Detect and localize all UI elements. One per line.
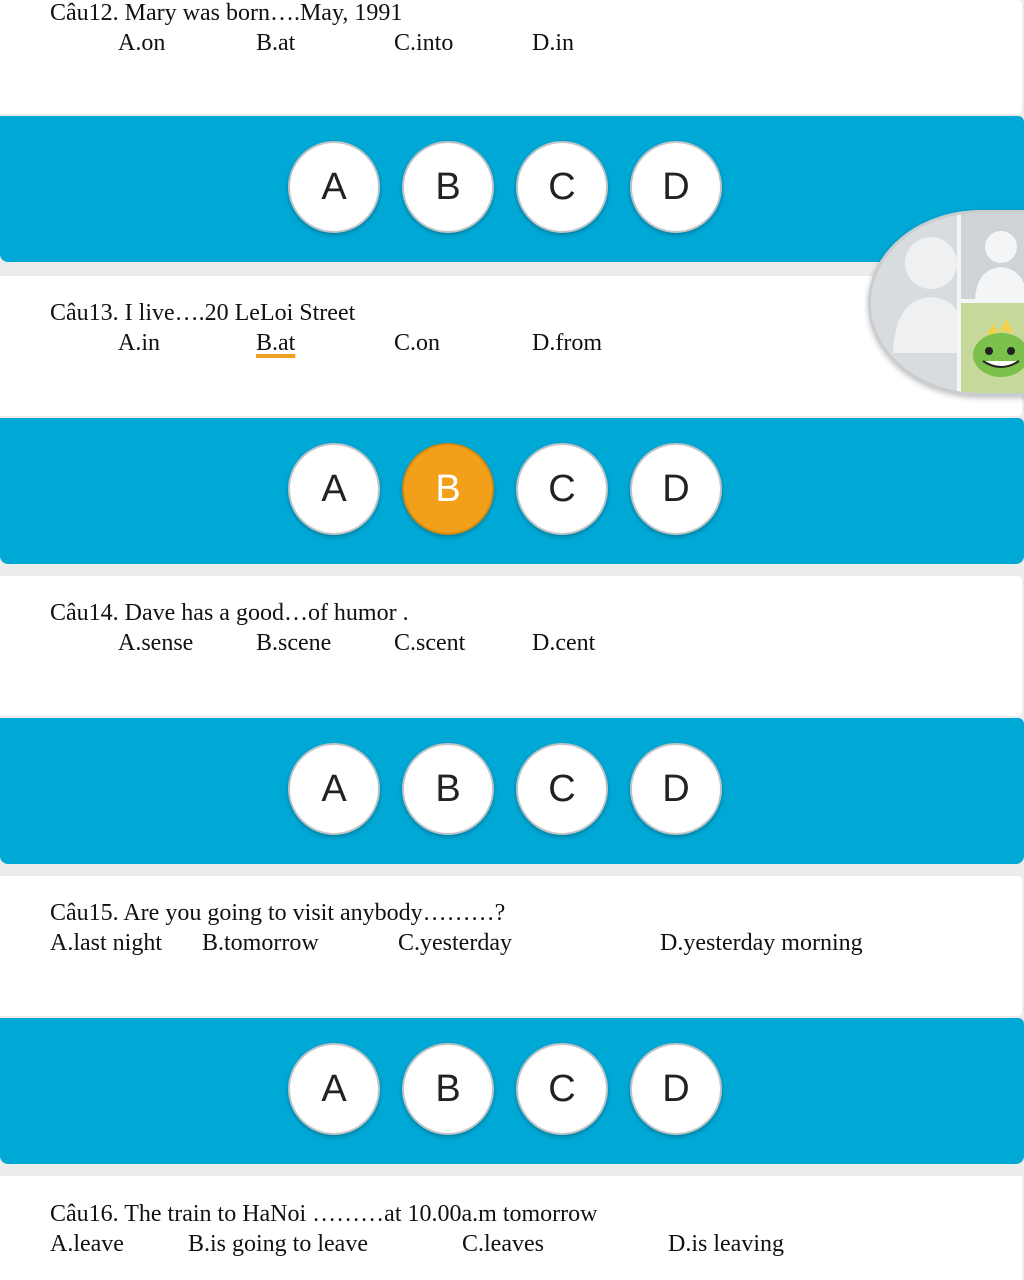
answer-d-button[interactable]: D bbox=[630, 1043, 722, 1135]
answer-d-button[interactable]: D bbox=[630, 141, 722, 233]
option-c: C.leaves bbox=[462, 1231, 544, 1257]
answer-a-button[interactable]: A bbox=[288, 1043, 380, 1135]
question-text: Câu12. Mary was born….May, 1991 bbox=[50, 0, 403, 26]
option-d: D.cent bbox=[532, 630, 596, 656]
option-b: B.scene bbox=[256, 630, 332, 656]
option-a: A.in bbox=[118, 330, 160, 356]
option-d: D.from bbox=[532, 330, 602, 356]
option-a: A.sense bbox=[118, 630, 194, 656]
option-b: B.at bbox=[256, 330, 296, 356]
answer-band-15 bbox=[0, 1018, 1024, 1164]
question-text: Câu15. Are you going to visit anybody………? bbox=[50, 900, 506, 926]
option-a: A.on bbox=[118, 30, 166, 56]
option-c: C.scent bbox=[394, 630, 466, 656]
answer-d-button[interactable]: D bbox=[630, 743, 722, 835]
answer-c-button[interactable]: C bbox=[516, 141, 608, 233]
answer-b-button-selected[interactable]: B bbox=[402, 443, 494, 535]
option-b: B.tomorrow bbox=[202, 930, 319, 956]
option-c: C.into bbox=[394, 30, 454, 56]
answer-a-button[interactable]: A bbox=[288, 141, 380, 233]
answer-c-button[interactable]: C bbox=[516, 1043, 608, 1135]
question-text: Câu13. I live….20 LeLoi Street bbox=[50, 300, 356, 326]
answer-b-button[interactable]: B bbox=[402, 141, 494, 233]
option-c: C.on bbox=[394, 330, 441, 356]
answer-c-button[interactable]: C bbox=[516, 743, 608, 835]
option-a: A.last night bbox=[50, 930, 162, 956]
answer-b-button[interactable]: B bbox=[402, 743, 494, 835]
answer-a-button[interactable]: A bbox=[288, 443, 380, 535]
question-card-16 bbox=[0, 1176, 1022, 1280]
answer-a-button[interactable]: A bbox=[288, 743, 380, 835]
question-text: Câu16. The train to HaNoi ………at 10.00a.m tomorrow bbox=[50, 1201, 598, 1227]
question-card-14 bbox=[0, 576, 1022, 716]
answer-b-button[interactable]: B bbox=[402, 1043, 494, 1135]
question-text: Câu14. Dave has a good…of humor . bbox=[50, 600, 409, 626]
option-d: D.in bbox=[532, 30, 574, 56]
option-a: A.leave bbox=[50, 1231, 124, 1257]
answer-c-button[interactable]: C bbox=[516, 443, 608, 535]
dinosaur-sticker-icon bbox=[967, 317, 1024, 387]
answer-d-button[interactable]: D bbox=[630, 443, 722, 535]
option-b: B.at bbox=[256, 30, 296, 56]
option-d: D.yesterday morning bbox=[660, 930, 863, 956]
option-d: D.is leaving bbox=[668, 1231, 784, 1257]
chat-head-bubble[interactable] bbox=[868, 210, 1024, 396]
option-c: C.yesterday bbox=[398, 930, 512, 956]
question-card-12 bbox=[0, 0, 1022, 114]
question-card-15 bbox=[0, 876, 1022, 1016]
option-b: B.is going to leave bbox=[188, 1231, 368, 1257]
answer-band-13 bbox=[0, 418, 1024, 564]
answer-band-14 bbox=[0, 718, 1024, 864]
